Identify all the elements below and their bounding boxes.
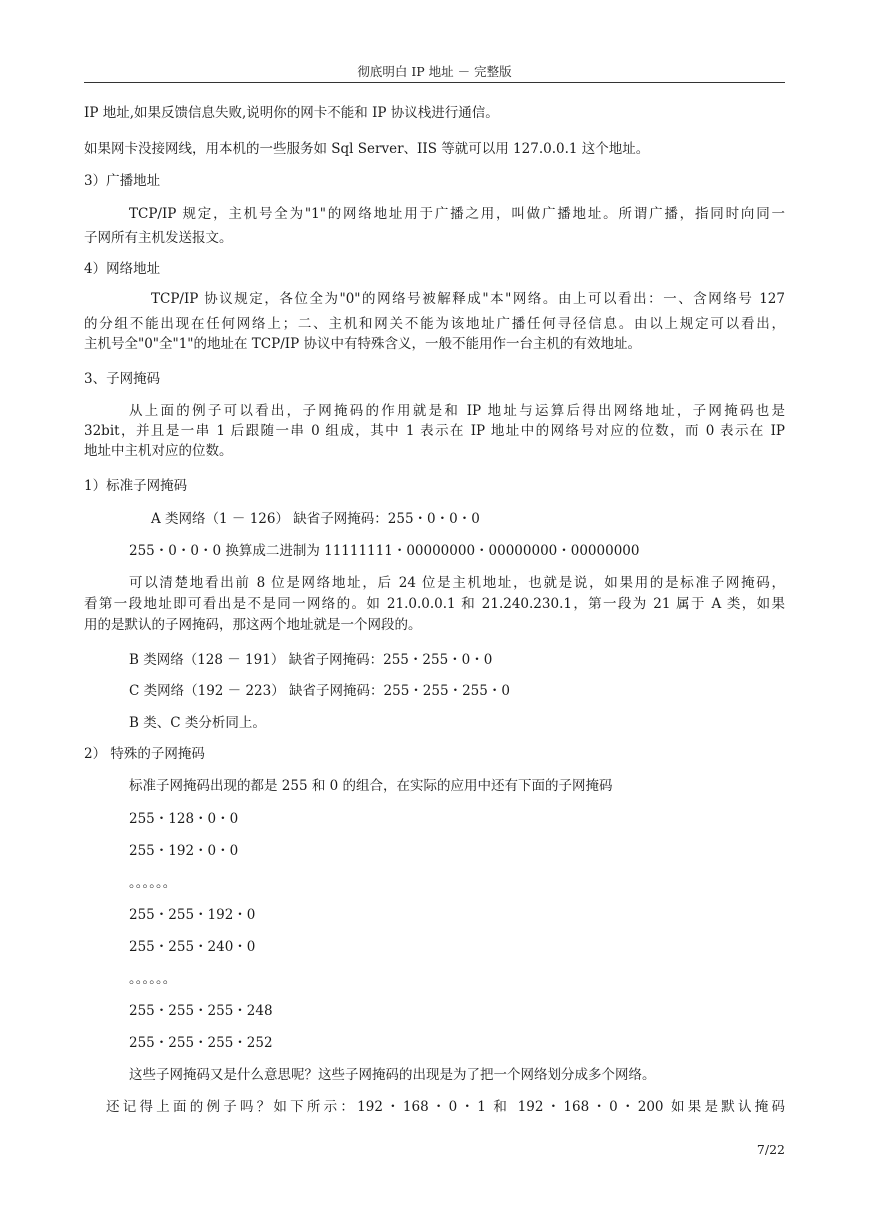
header-rule bbox=[84, 82, 785, 83]
text-line: C 类网络（192 － 223） 缺省子网掩码：255・255・255・0 bbox=[129, 683, 510, 699]
text-line: 255・128・0・0 bbox=[129, 811, 239, 827]
text-line: 255・0・0・0 换算成二进制为 11111111・00000000・00000000・00000000 bbox=[129, 543, 640, 559]
text-line: A 类网络（1 － 126） 缺省子网掩码：255・0・0・0 bbox=[151, 511, 480, 527]
text-line: 子网所有主机发送报文。 bbox=[84, 230, 233, 246]
text-line: 255・255・255・248 bbox=[129, 1003, 273, 1019]
text-line: 255・255・255・252 bbox=[129, 1035, 273, 1051]
section-heading: 3）广播地址 bbox=[84, 173, 161, 189]
text-line: TCP/IP 协议规定，各位全为"0"的网络号被解释成"本"网络。由上可以看出：一、含网络号 127 bbox=[151, 291, 785, 307]
text-line: 用的是默认的子网掩码，那这两个地址就是一个网段的。 bbox=[84, 617, 422, 633]
text-line: IP 地址,如果反馈信息失败,说明你的网卡不能和 IP 协议栈进行通信。 bbox=[84, 105, 499, 121]
text-line: 标准子网掩码出现的都是 255 和 0 的组合，在实际的应用中还有下面的子网掩码 bbox=[129, 778, 613, 794]
text-line: 地址中主机对应的位数。 bbox=[84, 443, 233, 459]
text-line: 。。。。。。 bbox=[129, 875, 177, 891]
text-line: B 类、C 类分析同上。 bbox=[129, 715, 266, 731]
text-line: 从上面的例子可以看出，子网掩码的作用就是和 IP 地址与运算后得出网络地址，子网掩码也是 bbox=[129, 403, 785, 419]
text-line: TCP/IP 规定，主机号全为"1"的网络地址用于广播之用，叫做广播地址。所谓广播，指同时向同一 bbox=[129, 206, 785, 222]
section-heading: 4）网络地址 bbox=[84, 261, 161, 277]
text-line: 。。。。。。 bbox=[129, 971, 177, 987]
section-heading: 1）标准子网掩码 bbox=[84, 478, 188, 494]
text-line: 32bit，并且是一串 1 后跟随一串 0 组成，其中 1 表示在 IP 地址中的网络号对应的位数，而 0 表示在 IP bbox=[84, 423, 785, 439]
text-line: 可以清楚地看出前 8 位是网络地址，后 24 位是主机地址，也就是说，如果用的是标准子网掩码， bbox=[129, 575, 785, 591]
text-line: B 类网络（128 － 191） 缺省子网掩码：255・255・0・0 bbox=[129, 652, 493, 668]
running-header: 彻底明白 IP 地址 － 完整版 bbox=[357, 64, 512, 79]
text-line: 255・255・192・0 bbox=[129, 907, 256, 923]
text-line: 还记得上面的例子吗？如下所示：192・168・0・1 和 192・168・0・200 如果是默认掩码 bbox=[106, 1099, 785, 1115]
text-line: 的分组不能出现在任何网络上；二、主机和网关不能为该地址广播任何寻径信息。由以上规定可以看出， bbox=[84, 316, 785, 332]
text-line: 这些子网掩码又是什么意思呢？这些子网掩码的出现是为了把一个网络划分成多个网络。 bbox=[129, 1067, 656, 1083]
page-number: 7/22 bbox=[756, 1142, 785, 1157]
text-line: 255・192・0・0 bbox=[129, 843, 239, 859]
section-heading: 3、子网掩码 bbox=[84, 371, 161, 387]
text-line: 255・255・240・0 bbox=[129, 939, 256, 955]
text-line: 主机号全"0"全"1"的地址在 TCP/IP 协议中有特殊含义，一般不能用作一台主机的有效地址。 bbox=[84, 336, 641, 352]
text-line: 如果网卡没接网线，用本机的一些服务如 Sql Server、IIS 等就可以用 127.0.0.1 这个地址。 bbox=[84, 141, 650, 157]
text-line: 看第一段地址即可看出是不是同一网络的。如 21.0.0.0.1 和 21.240.230.1，第一段为 21 属于 A 类，如果 bbox=[84, 596, 785, 612]
section-heading: 2） 特殊的子网掩码 bbox=[84, 746, 205, 762]
